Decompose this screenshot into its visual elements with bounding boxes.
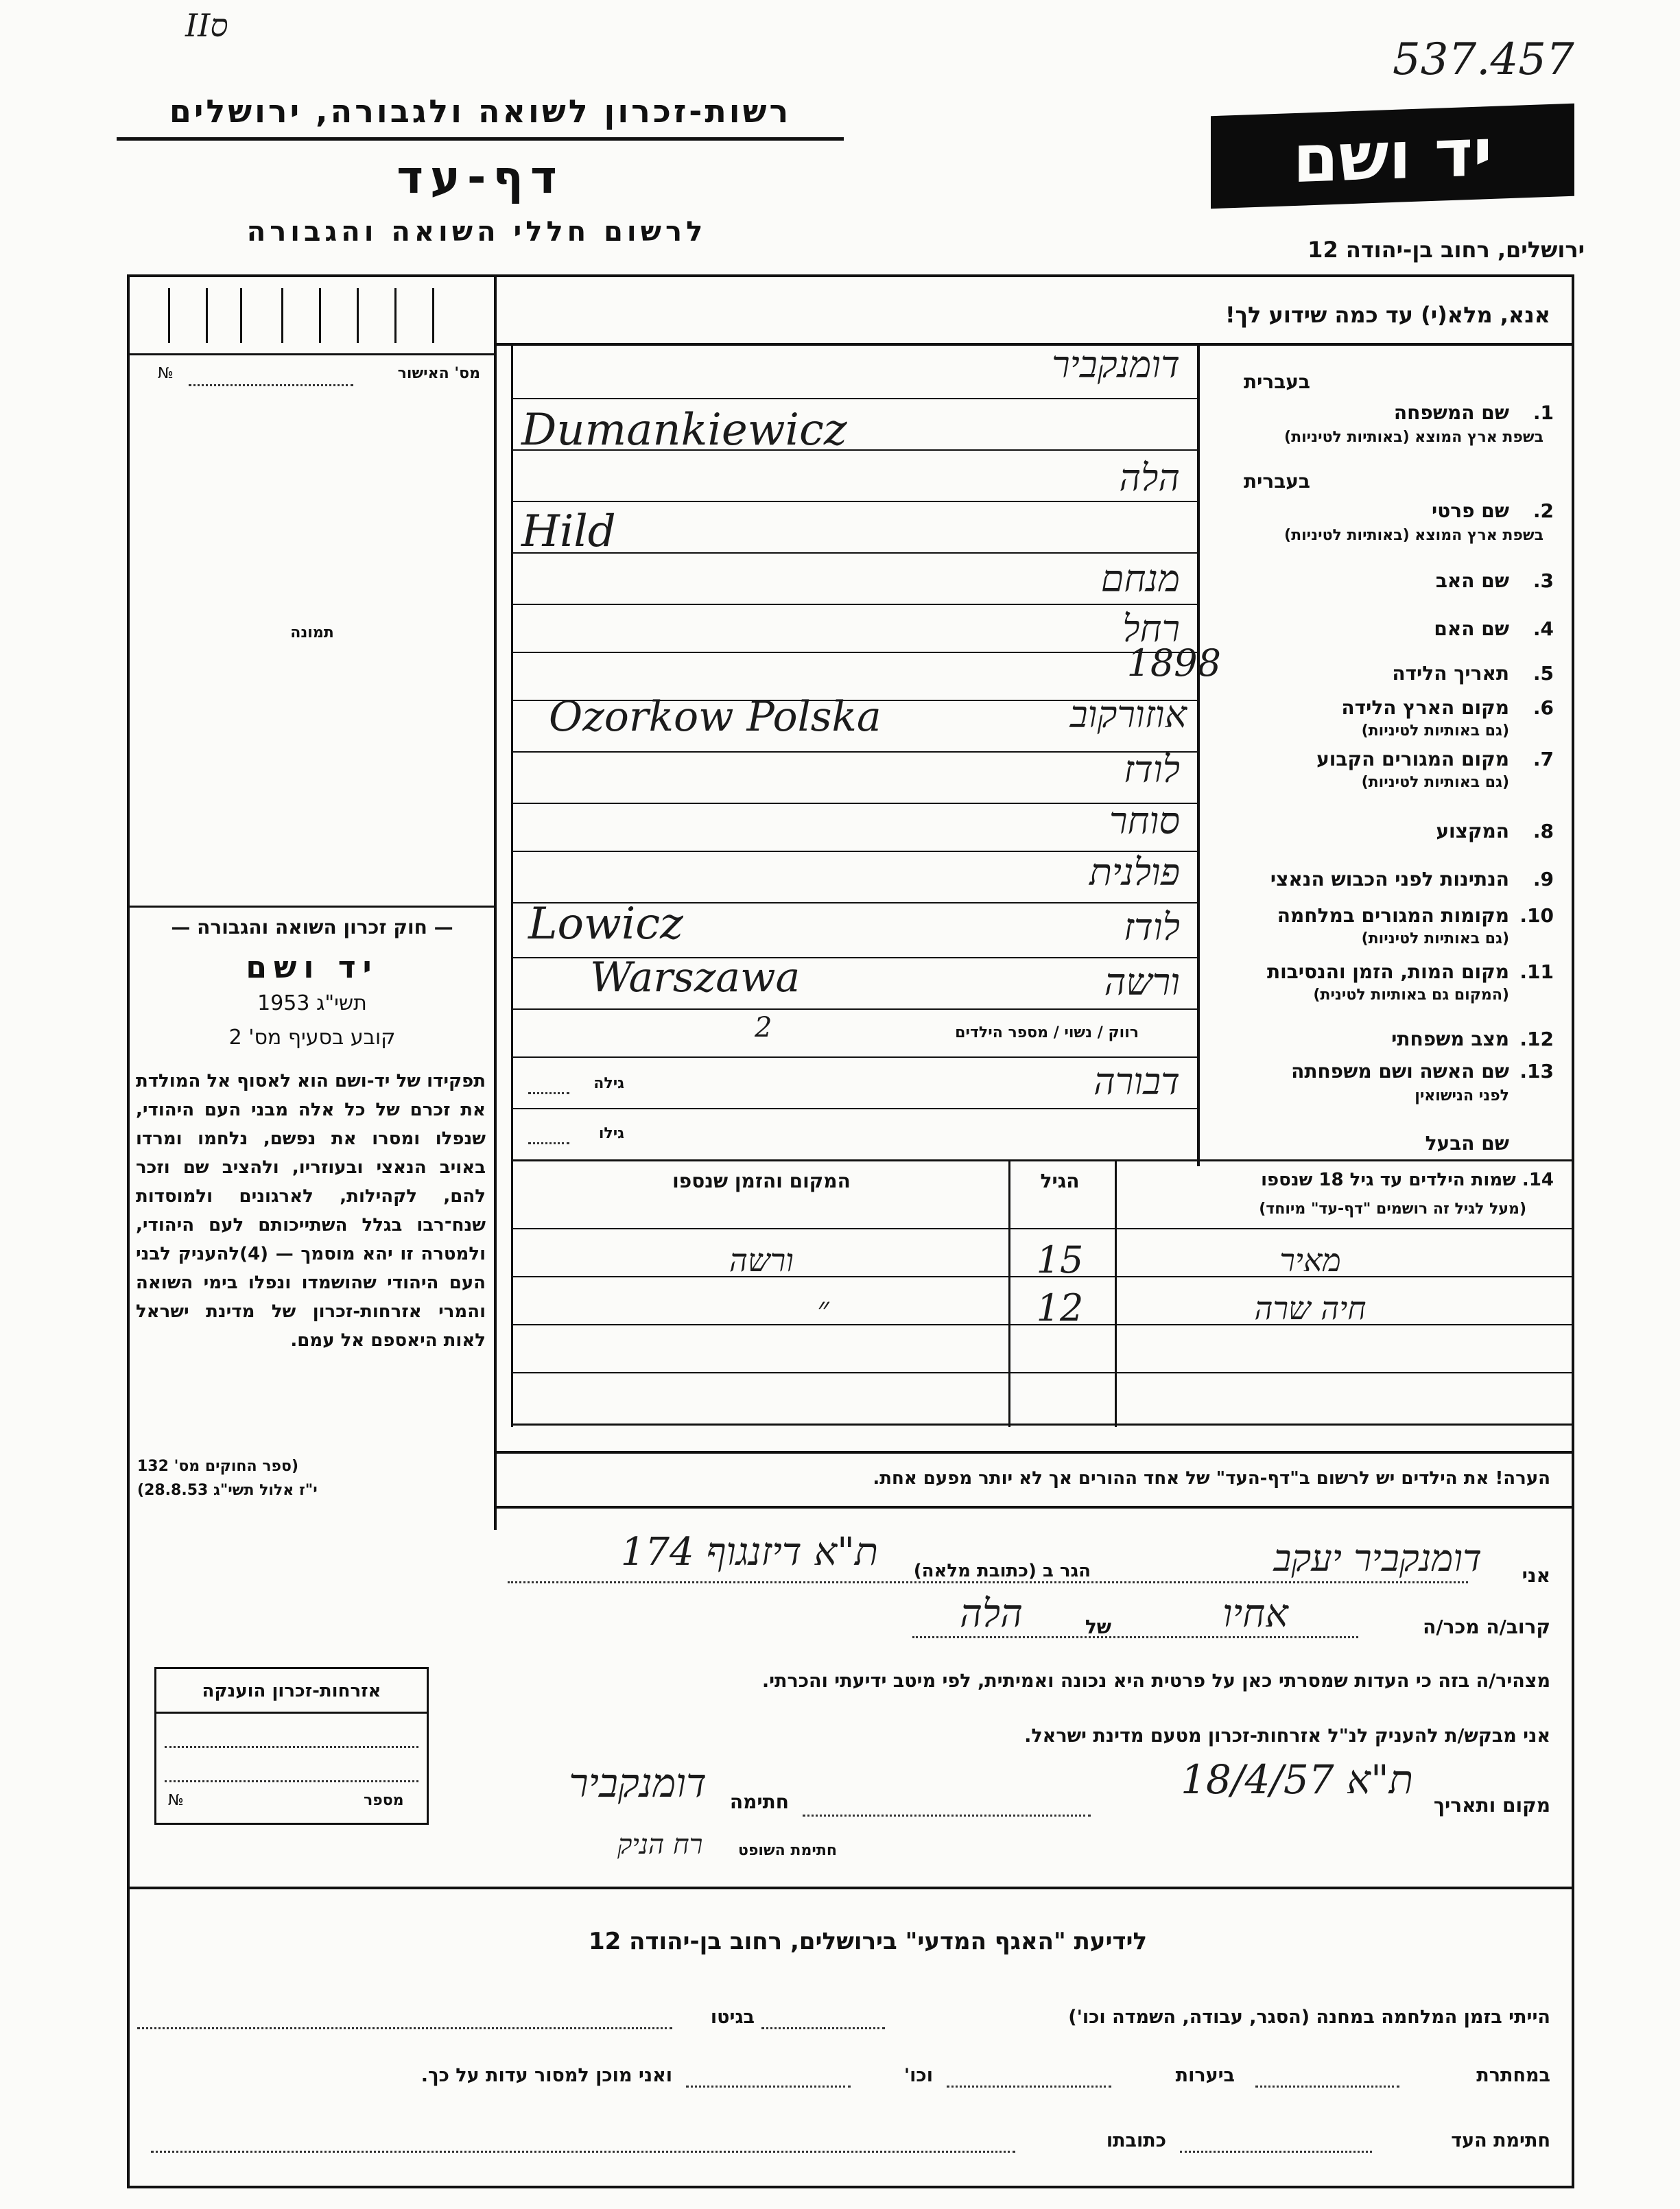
place-date-label: מקום ותאריך xyxy=(1433,1794,1550,1817)
resides-label: הגר ב (כתובת מלאה) xyxy=(913,1561,1091,1581)
field-10-num: 10. xyxy=(1519,904,1554,927)
law-ref-2: י"ז אלול תשי"ג 28.8.53) xyxy=(137,1482,318,1499)
field-1-num: 1. xyxy=(1533,401,1554,424)
given-hebrew: הלה xyxy=(1119,456,1180,499)
field-7-sub: (גם באותיות לטיניות) xyxy=(1361,774,1509,791)
field-11-label: מקום המות, הזמן והנסיבות xyxy=(1266,960,1509,983)
judge-signature-label: חתימת השופט xyxy=(738,1842,837,1859)
citizenship: פולנית xyxy=(1089,851,1180,894)
child-2-name: חיה שרה xyxy=(1254,1290,1367,1327)
footer-underground-label: במחתרת xyxy=(1476,2065,1550,2086)
field-6-label: מקום הארץ הלידה xyxy=(1341,696,1509,719)
field-13-num: 13. xyxy=(1519,1060,1554,1083)
field-4-num: 4. xyxy=(1533,617,1554,640)
birth-date: 1898 xyxy=(1126,641,1221,685)
birth-place-hebrew: אוזורקוב xyxy=(1069,693,1187,736)
form-instruction: אנא, מלא(י) עד כמה שידוע לך! xyxy=(1224,302,1550,328)
field-2-label: שם פרטי xyxy=(1431,499,1509,522)
child-2-age: 12 xyxy=(1036,1286,1084,1330)
children-sub: (מעל לגיל זה רושמים "דף-עד" מיוחד) xyxy=(1259,1201,1526,1218)
declarant-address: ת"א דיזנגוף 174 xyxy=(620,1530,878,1574)
judge-signature-value: רח הניק xyxy=(617,1829,703,1860)
field-7-label: מקום המגורים הקבוע xyxy=(1316,748,1509,770)
age-column: הגיל xyxy=(1040,1170,1080,1192)
field-7-num: 7. xyxy=(1533,748,1554,770)
in-hebrew-1: בעברית xyxy=(1243,370,1310,393)
of-value: הלה xyxy=(960,1592,1023,1636)
death-latin: Warszawa xyxy=(590,954,801,1002)
declarant-prefix: אני xyxy=(1522,1564,1550,1587)
surname-hebrew: דומנקביר xyxy=(1052,343,1180,386)
field-12-label: מצב משפחתי xyxy=(1391,1028,1509,1050)
child-1-place: ורשה xyxy=(729,1242,794,1279)
given-latin: Hild xyxy=(521,506,616,557)
marital-options: רווק / נשוי / מספר הילדים xyxy=(955,1024,1139,1041)
footer-witness-signature: חתימת העד xyxy=(1451,2130,1550,2151)
husband-age-label: גילו xyxy=(598,1125,624,1142)
footer-camp-label: הייתי בזמן המלחמה במחנה (הסגר, עבודה, השמדה וכו') xyxy=(1068,2007,1550,2028)
field-10-label: מקומות המגורים במלחמה xyxy=(1277,904,1509,927)
place-date-value: ת"א 18/4/57 xyxy=(1181,1756,1413,1803)
authority-title: רשות-זכרון לשואה ולגבורה, ירושלים xyxy=(169,93,792,130)
wife-age-label: גילה xyxy=(593,1075,624,1092)
place-column: המקום והזמן שנספו xyxy=(672,1170,851,1192)
field-13-sub: לפני הנישואין xyxy=(1415,1087,1509,1104)
field-6-sub: (גם באותיות לטיניות) xyxy=(1361,722,1509,740)
corner-mark: IIס xyxy=(185,7,228,44)
birth-place-latin: Ozorkow Polska xyxy=(549,693,882,741)
declarant-name: דומנקביר יעקב xyxy=(1273,1537,1482,1580)
citizenship-number: № xyxy=(168,1792,184,1809)
page-subtitle: לרשום חללי השואה והגבורה xyxy=(246,216,707,248)
death-hebrew: ורשה xyxy=(1104,960,1180,1004)
surname-latin: Dumankiewicz xyxy=(521,405,847,456)
field-4-label: שם האם xyxy=(1434,617,1509,640)
law-name: יד ושם xyxy=(246,950,379,985)
father-name: מנחם xyxy=(1100,557,1180,600)
children-header: 14. שמות הילדים עד גיל 18 שנספו xyxy=(1261,1170,1554,1190)
wife-name: דבורה xyxy=(1093,1060,1180,1103)
wartime-hebrew: לודז xyxy=(1123,906,1180,949)
field-2-sub: בשפת ארץ המוצא (באותיות לטיניות) xyxy=(1284,527,1543,544)
header-address: ירושלים, רחוב בן-יהודה 12 xyxy=(1308,237,1585,263)
profession: סוחר xyxy=(1109,799,1180,842)
relation-value: אחיו xyxy=(1222,1592,1288,1636)
residence: לודז xyxy=(1123,748,1180,791)
field-9-label: הנתינות לפני הכבוש הנאצי xyxy=(1270,868,1509,890)
law-year: תשי"ג 1953 xyxy=(257,991,367,1015)
field-8-num: 8. xyxy=(1533,820,1554,842)
citizenship-label: אזרחות-זכרון הוענקה xyxy=(202,1681,381,1701)
footer-address-label: כתובתו xyxy=(1106,2130,1166,2151)
request-text: אני מבקש/ת להעניק לנ"ל אזרחות-זכרון מטעם מדינת ישראל. xyxy=(1024,1725,1550,1747)
field-9-num: 9. xyxy=(1533,868,1554,890)
field-5-num: 5. xyxy=(1533,662,1554,685)
children-count: 2 xyxy=(755,1012,772,1043)
footer-etc-label: וכו' xyxy=(903,2065,933,2086)
photo-label: תמונה xyxy=(290,624,334,641)
of-label: של xyxy=(1085,1616,1111,1638)
field-8-label: המקצוע xyxy=(1436,820,1509,842)
archive-number: 537.457 xyxy=(1393,34,1574,85)
field-5-label: תאריך הלידה xyxy=(1392,662,1509,685)
field-13-label: שם האשה ושם משפחתה xyxy=(1291,1060,1509,1083)
field-11-sub: (המקום גם באותיות לטינית) xyxy=(1313,987,1509,1004)
field-10-sub: (גם באותיות לטיניות) xyxy=(1361,930,1509,947)
signature-label: חתימה xyxy=(729,1791,789,1813)
field-1-sub: בשפת ארץ המוצא (באותיות לטיניות) xyxy=(1284,429,1543,446)
note: הערה! את הילדים יש לרשום ב"דף-העד" של אחד ההורים אך לא יותר מפעם אחת. xyxy=(873,1468,1550,1489)
mother-name: רחל xyxy=(1122,607,1180,650)
field-11-num: 11. xyxy=(1519,960,1554,983)
field-6-num: 6. xyxy=(1533,696,1554,719)
wartime-latin: Lowicz xyxy=(528,899,683,949)
law-ref-1: (ספר החוקים מס' 132 xyxy=(137,1458,299,1475)
relation-label: קרוב/ה מכר/ה xyxy=(1423,1616,1550,1638)
child-1-age: 15 xyxy=(1036,1238,1084,1281)
law-header: — חוק זכרון השואה והגבורה — xyxy=(171,916,453,938)
field-3-label: שם האב xyxy=(1435,569,1509,592)
declaration-text: מצהיר/ה בזה כי העדות שמסרתי כאן על פרטית היא נכונה ואמיתית, לפי מיטב ידיעתי והכרתי. xyxy=(761,1670,1550,1692)
husband-label: שם הבעל xyxy=(1425,1132,1509,1155)
citizenship-number-label: מספר xyxy=(364,1792,404,1809)
footer-title: לידיעת "האגף המדעי" בירושלים, רחוב בן-יהודה 12 xyxy=(588,1928,1148,1955)
footer-ghetto-label: בגיטו xyxy=(710,2007,755,2028)
law-text: תפקידו של יד-ושם הוא לאסוף אל המולדת את זכרם של כל אלה מבני העם היהודי, שנפלו ומסרו את נפשם, נלחמו ומרדו באויב הנאצי ובעוזריו, ולהציב שם וזכר להם, לקהילות, לארגונים ולמוסדות שנח־רבו בגלל השתייכותם לעם היהודי, ולמטרה זו יהא מוסמך — (4)להעניק לבני העם היהודי שהושמדו ונפלו בימי השואה והמרי אזרחות-זכרון של מדינת ישראל לאות היאספם אל עמם. xyxy=(136,1071,486,1351)
child-1-name: מאיר xyxy=(1279,1242,1341,1279)
footer-testimony-label: ואני מוכן למסור עדות על כך. xyxy=(421,2065,672,2086)
yad-vashem-logo: יד ושם xyxy=(1211,104,1574,209)
field-2-num: 2. xyxy=(1533,499,1554,522)
footer-forest-label: ביערות xyxy=(1175,2065,1235,2086)
field-12-num: 12. xyxy=(1519,1028,1554,1050)
field-3-num: 3. xyxy=(1533,569,1554,592)
page-title: דף-עד xyxy=(397,151,564,204)
signature-value: דומנקביר xyxy=(569,1760,707,1806)
child-2-place: ״ xyxy=(817,1290,829,1327)
permit-label: מס' האישור xyxy=(397,365,480,382)
law-clause: קובע בסעיף מס' 2 xyxy=(228,1026,396,1050)
field-1-label: שם המשפחה xyxy=(1393,401,1509,424)
permit-number: № xyxy=(158,365,174,382)
in-hebrew-2: בעברית xyxy=(1243,470,1310,493)
